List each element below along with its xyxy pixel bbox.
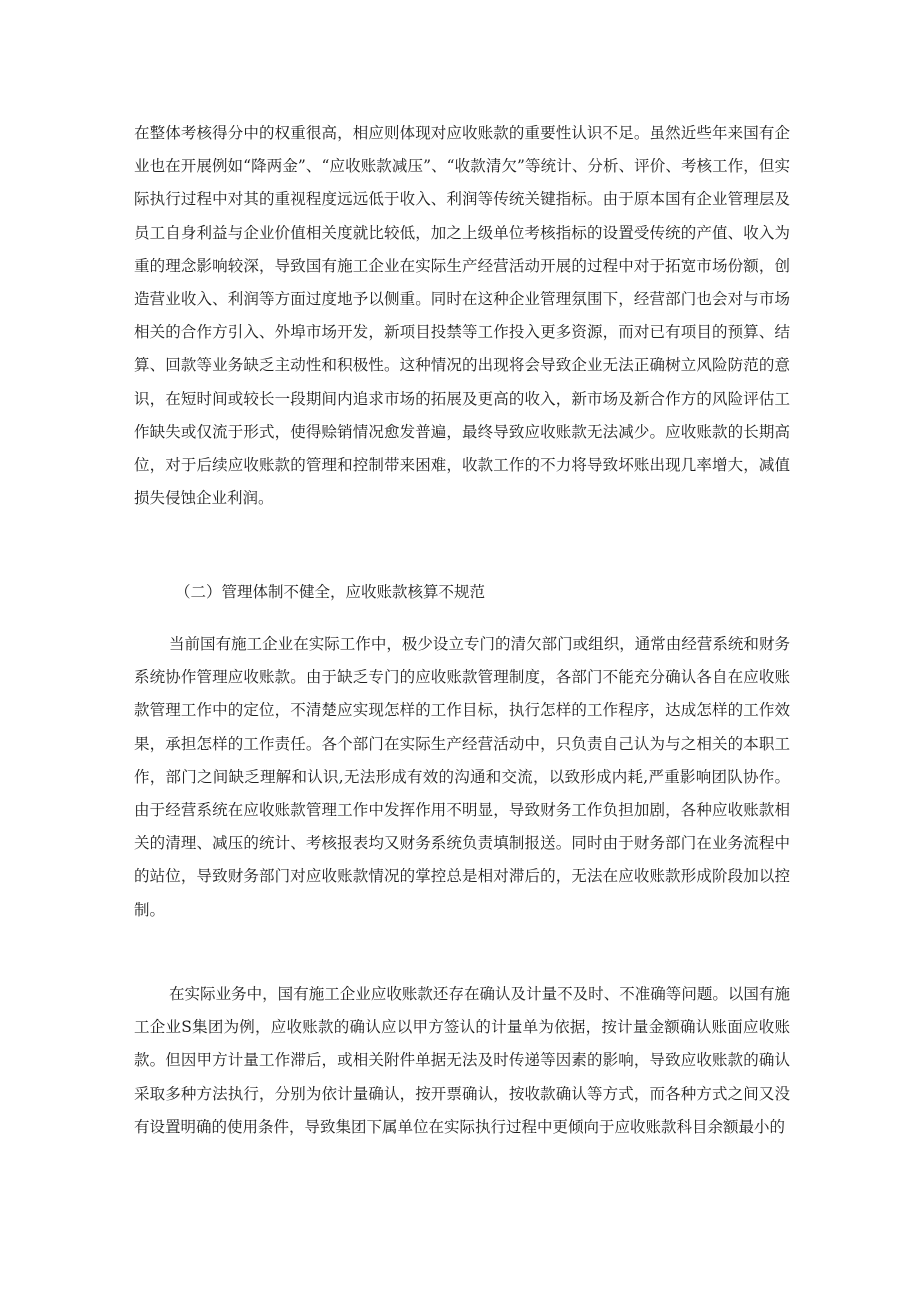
section-heading: （二）管理体制不健全，应收账款核算不规范 — [175, 583, 486, 601]
paragraph-3: 在实际业务中，国有施工企业应收账款还存在确认及计量不及时、不准确等问题。以国有施工企业S集团为例，应收账款的确认应以甲方签认的计量单为依据，按计量金额确认账面应收账款。但因甲方计量工作滞后，或相关附件单据无法及时传递等因素的影响，导致应收账款的确认采取多种方法执行，分别为依计量确认，按开票确认，按收款确认等方式，而各种方式之间又没有设置明确的使用条件，导致集团下属单位在实际执行过程中更倾向于应收账款科目余额最小的 — [134, 985, 790, 1136]
paragraph-1: 在整体考核得分中的权重很高，相应则体现对应收账款的重要性认识不足。虽然近些年来国有企业也在开展例如“降两金”、“应收账款减压”、“收款清欠”等统计、分析、评价、考核工作，但实际执行过程中对其的重视程度远远低于收入、利润等传统关键指标。由于原本国有企业管理层及员工自身利益与企业价值相关度就比较低，加之上级单位考核指标的设置受传统的产值、收入为重的理念影响较深，导致国有施工企业在实际生产经营活动开展的过程中对于拓宽市场份额，创造营业收入、利润等方面过度地予以侧重。同时在这种企业管理氛围下，经营部门也会对与市场相关的合作方引入、外埠市场开发，新项目投禁等工作投入更多资源，而对已有项目的预算、结算、回款等业务缺乏主动性和积极性。这种情况的出现将会导致企业无法正确树立风险防范的意识，在短时间或较长一段期间内追求市场的拓展及更高的收入，新市场及新合作方的风险评估工作缺失或仅流于形式，使得赊销情况愈发普遍，最终导致应收账款无法减少。应收账款的长期高位，对于后续应收账款的管理和控制带来困难，收款工作的不力将导致坏账出现几率增大，减值损失侵蚀企业利润。 — [134, 124, 790, 508]
paragraph-2: 当前国有施工企业在实际工作中，极少设立专门的清欠部门或组织，通常由经营系统和财务系统协作管理应收账款。由于缺乏专门的应收账款管理制度，各部门不能充分确认各自在应收账款管理工作中的定位，不清楚应实现怎样的工作目标，执行怎样的工作程序，达成怎样的工作效果，承担怎样的工作责任。各个部门在实际生产经营活动中，只负责自己认为与之相关的本职工作，部门之间缺乏理解和认识,无法形成有效的沟通和交流，以致形成内耗,严重影响团队协作。由于经营系统在应收账款管理工作中发挥作用不明显，导致财务工作负担加剧，各种应收账款相关的清理、减压的统计、考核报表均又财务系统负责填制报送。同时由于财务部门在业务流程中的站位，导致财务部门对应收账款情况的掌控总是相对滞后的，无法在应收账款形成阶段加以控制。 — [134, 635, 790, 919]
